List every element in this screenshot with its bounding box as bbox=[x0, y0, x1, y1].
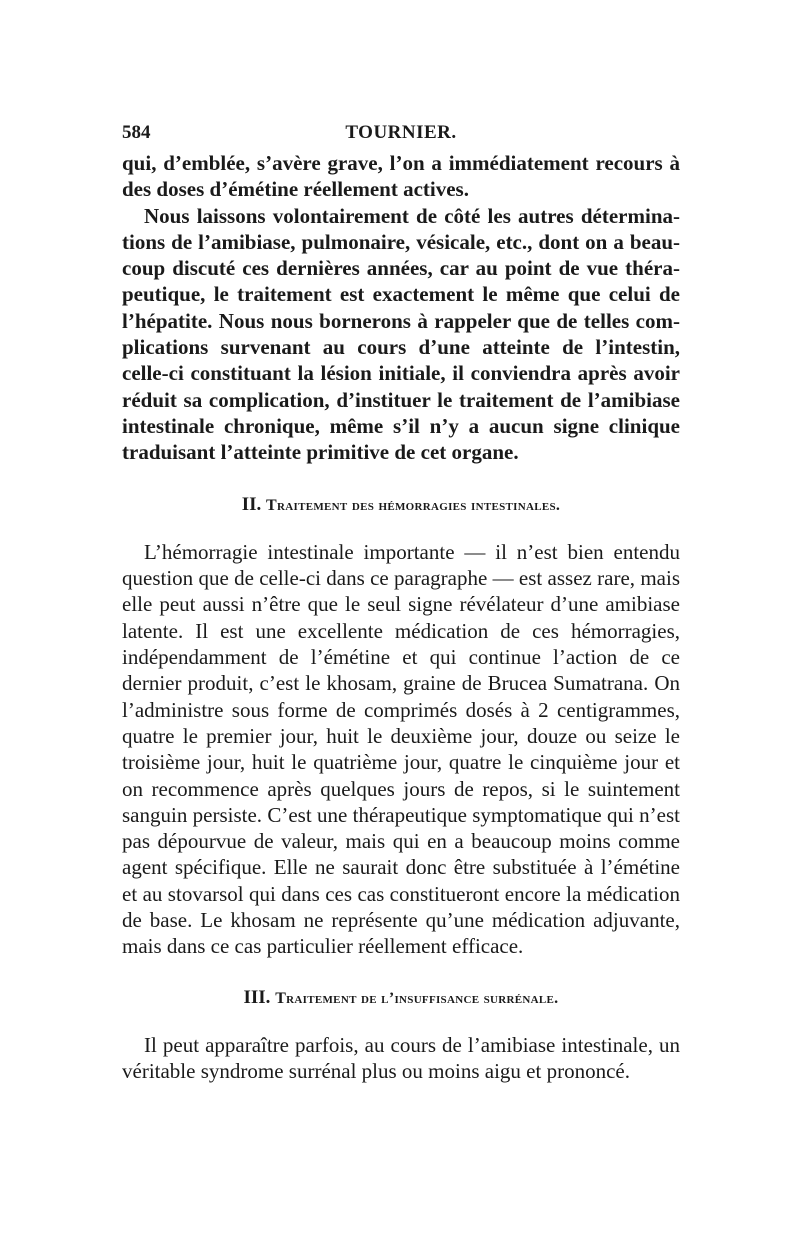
paragraph-determinations: Nous laissons volontairement de côté les autres déterminations de l’amibiase, pulmonaire, vésicale, etc., dont on a beaucoup discuté ces dernières années, car au point de vue thérapeutique, le traitement est exactement le même que celui de l’hépatite. Nous nous bornerons à rappeler que de telles complications survenant au cours d’une atteinte de l’intestin, celle-ci constituant la lésion initiale, il conviendra après avoir réduit sa complication, d’instituer le traitement de l’amibiase intestinale chronique, même s’il n’y a aucun signe clinique traduisant l’atteinte primitive de cet organe. bbox=[122, 203, 680, 465]
paragraph-adrenal: Il peut apparaître parfois, au cours de l’amibiase intestinale, un véritable syndrome surrénal plus ou moins aigu et prononcé. bbox=[122, 1032, 680, 1084]
section-number: II. bbox=[241, 493, 262, 515]
section-heading-hemorrhages bbox=[122, 492, 680, 519]
running-head bbox=[122, 120, 680, 146]
section-title: Traitement de l’insuffisance surrénale. bbox=[275, 989, 559, 1007]
section-number: III. bbox=[243, 986, 271, 1008]
paragraph-continuation: qui, d’emblée, s’avère grave, l’on a immédiatement recours à des doses d’émétine réellement actives. bbox=[122, 151, 680, 202]
running-title: TOURNIER. bbox=[345, 122, 457, 143]
section-title: Traitement des hémorragies intestinales. bbox=[266, 496, 561, 514]
section-heading-adrenal bbox=[122, 985, 680, 1012]
paragraph-hemorrhage: L’hémorragie intestinale importante — il n’est bien entendu question que de celle-ci dans ce paragraphe — est assez rare, mais elle peut aussi n’être que le seul signe révélateur d’une amibiase latente. Il est une excellente médication de ces hémorragies, indépendamment de l’émétine et qui continue l’action de ce dernier produit, c’est le khosam, graine de Brucea Sumatrana. On l’administre sous forme de comprimés dosés à 2 centigrammes, quatre le premier jour, huit le deuxième jour, douze ou seize le troisième jour, huit le quatrième jour, quatre le cinquième jour et on recommence après quelques jours de repos, si le suintement sanguin persiste. C’est une thérapeutique symptomatique qui n’est pas dépourvue de valeur, mais qui en a beaucoup moins comme agent spécifique. Elle ne saurait donc être substituée à l’émétine et au stovarsol qui dans ces cas constitueront encore la médication de base. Le khosam ne représente qu’une médication adjuvante, mais dans ce cas particulier réellement efficace. bbox=[122, 539, 680, 959]
book-page bbox=[122, 120, 680, 1085]
page-number: 584 bbox=[122, 122, 151, 143]
